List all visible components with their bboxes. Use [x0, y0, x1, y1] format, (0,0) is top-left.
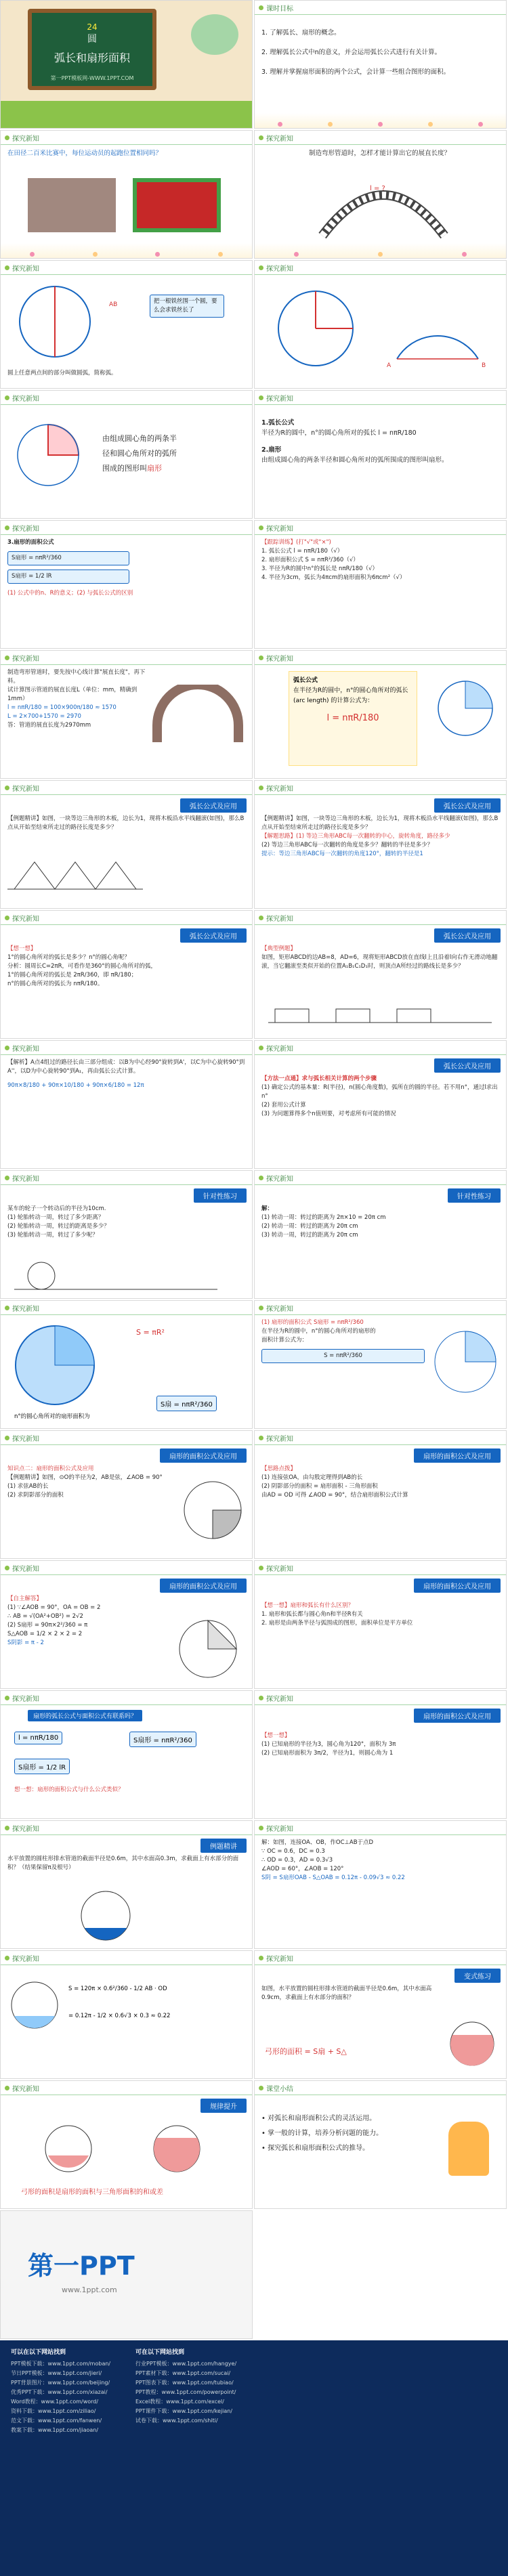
slide-10[interactable]: 探究新知 【跟踪训练】(打"√"或"×") 1. 弧长公式 l = nπR/180（√） 2. 扇形面积公式 S = nπR²/360（√） 3. 半径为R的圆中n°的弧长是 nπR/180（√） 4. 半径为3cm，弧长为4πcm的扇形面积为6πcm²（√） [254, 520, 507, 649]
arc-formula: l = nπR/180 [326, 713, 379, 723]
point-a: A [387, 362, 391, 369]
analysis-text: 【解析】A点4组过的路径长由三部分组成：以B为中心经90°旋转到A'，以C为中心旋转90°到A''，以D为中心旋转90°到A₁，再由弧长公式计算。 [7, 1059, 245, 1075]
exercise-line: 某车的轮子一个转动后的半径为10cm. [7, 1205, 106, 1212]
slide-21[interactable]: 探究新知 S = πR² n°的圆心角所对的扇形面积为 S扇 = nπR²/360 [0, 1300, 253, 1429]
slide-24[interactable]: 探究新知 扇形的面积公式及应用 【思路点拨】 (1) 连接弦OA，由勾股定理得到AB的长 (2) 阴影部分的面积 = 扇形面积 - 三角形面积 由AD = OD 可得 ∠AOD = 90°，结合扇形面积公式计算 [254, 1430, 507, 1559]
slide-8[interactable]: 探究新知 1.弧长公式 半径为R的圆中，n°的圆心角所对的弧长 l = nπR/180 2.扇形 由组成圆心角的两条半径和圆心角所对的弧所围成的图形叫扇形。 [254, 390, 507, 519]
think-line: 2. 扇形是由两条半径与弧围成的图形，面积单位是平方单位 [261, 1620, 413, 1627]
solution-step: (2) 等边三角形ABC每一次翻转的角度是多少？翻转的半径是多少？ [261, 842, 433, 849]
answer-line: S△AOB = 1/2 × 2 × 2 = 2 [7, 1631, 83, 1637]
section-ribbon: 扇形的面积公式及应用 [160, 1579, 247, 1593]
section-ribbon: 扇形的面积公式及应用 [414, 1709, 501, 1723]
arc-formula-title: 弧长公式 [293, 677, 318, 684]
circle-sector-diagram [268, 281, 363, 376]
section-ribbon: 弧长公式及应用 [434, 1058, 501, 1073]
solution-line: (2) 转动一周：转过的距离为 20π cm [261, 1223, 358, 1230]
logo-url: www.1ppt.com [62, 2285, 117, 2294]
calc-line-2: = 0.12π - 1/2 × 0.6√3 × 0.3 ≈ 0.22 [68, 2013, 171, 2019]
think-line: (1) 已知扇形的半径为3，圆心角为120°，面积为 3π [261, 1741, 396, 1748]
resource-link[interactable]: Excel教程：www.1ppt.com/excel/ [135, 2399, 224, 2405]
section-ribbon: 弧长公式及应用 [180, 798, 247, 813]
section-ribbon: 针对性练习 [194, 1188, 247, 1203]
sector-area-text: n°的圆心角所对的扇形面积为 [14, 1413, 90, 1420]
solution-title: 解： [261, 1205, 274, 1212]
goal-2: 2. 理解弧长公式中n的意义，并会运用弧长公式进行有关计算。 [261, 49, 442, 56]
slide-16[interactable]: 探究新知 弧长公式及应用 【典型例题】 如图，矩形ABCD的边AB=8，AD=6，现将矩形ABCD放在直线l上且沿着l向右作无滑动地翻滚，当它翻滚至类似开始的位置A₁B₁C₁D₁时，则顶点A所经过的路线长是多少？ [254, 910, 507, 1039]
track-photo-2 [133, 178, 221, 232]
header-dot-icon [5, 1566, 9, 1570]
slide-3[interactable]: 探究新知 在田径二百米比赛中，每位运动员的起跑位置相同吗？ [0, 130, 253, 259]
think-line: (2) 已知扇形面积为 3π/2，半径为1，则圆心角为 1 [261, 1750, 394, 1757]
section-ribbon: 扇形的面积公式及应用 [414, 1448, 501, 1463]
footer-text: 第一PPT模板网-WWW.1PPT.COM [50, 75, 134, 81]
section-ribbon: 针对性练习 [448, 1188, 501, 1203]
practice-title: 【跟踪训练】(打"√"或"×") [261, 539, 331, 546]
resource-links-panel [0, 2340, 508, 2576]
triangle-roll-diagram [7, 855, 143, 896]
section-ribbon: 变式练习 [454, 1969, 501, 1983]
variant-question: 如图，水平放置的圆柱形排水管道的截面半径是0.6m，其中水面高0.9cm，求截面上有水部分的面积？ [261, 1985, 432, 2001]
header-dot-icon [259, 525, 263, 530]
resource-link[interactable]: PPT图表下载：www.1ppt.com/tubiao/ [135, 2380, 234, 2386]
header-dot-icon [5, 916, 9, 920]
header-dot-icon [5, 1306, 9, 1310]
hint-line: (1) 连接弦OA，由勾股定理得到AB的长 [261, 1474, 363, 1481]
slide-4[interactable]: 探究新知 制造弯形管道时，怎样才能计算出它的展直长度？ l = ? [254, 130, 507, 259]
resource-link[interactable]: PPT模板下载：www.1ppt.com/moban/ [11, 2361, 111, 2367]
pipe-text-1: 制造弯形管道时，要先按中心线计算"展直长度"，再下料。 [7, 669, 146, 685]
area-formula-2: S扇形 = 1/2 lR [14, 1759, 70, 1774]
point-b: B [482, 362, 486, 369]
resource-link[interactable]: PPT素材下载：www.1ppt.com/sucai/ [135, 2370, 231, 2376]
chalkboard [28, 9, 156, 90]
think-line: n°的圆心角所对的弧长为 nπR/180。 [7, 981, 104, 987]
solution-line: 解：如图，连接OA、OB，作OC⊥AB于点D [261, 1839, 374, 1846]
pipe-bend-diagram [150, 685, 245, 746]
header-dot-icon [259, 2086, 263, 2090]
lesson-badge: 24 [87, 22, 98, 32]
formula-box: S = nπR²/360 [261, 1349, 425, 1363]
slide-6[interactable]: 探究新知 A B [254, 260, 507, 389]
think-title: 【想一想】扇形和弧长有什么区别？ [261, 1602, 354, 1609]
header-dot-icon [259, 135, 263, 140]
summary-line: • 对弧长和扇形面积公式的灵活运用。 [261, 2115, 377, 2122]
hint-title: 【思路点拨】 [261, 1465, 297, 1472]
slide-20[interactable]: 探究新知 针对性练习 解： (1) 转动一周：转过的距离为 2π×10 = 20π cm (2) 转动一周：转过的距离为 20π cm (3) 转动一周，转过的距离为 20π cm [254, 1170, 507, 1299]
slide-2[interactable] [254, 0, 507, 129]
wheel-diagram [14, 1259, 217, 1293]
sector-def-3: 围成的图形叫 [102, 464, 147, 473]
hint-line: (2) 阴影部分的面积 = 扇形面积 - 三角形面积 [261, 1483, 378, 1490]
pipe-water-diagram [75, 1889, 136, 1943]
question: 在田径二百米比赛中，每位运动员的起跑位置相同吗？ [7, 150, 163, 157]
pipe-calc-2: L = 2×700+1570 = 2970 [7, 713, 81, 720]
grass-decoration [1, 101, 252, 128]
slide-29[interactable]: 探究新知 例题精讲 水平放置的圆柱形排水管道的截面半径是0.6m，其中水面高0.3m，求截面上有水部分的面积？（结果保留π及根号） [0, 1820, 253, 1949]
method-step: (1) 确定公式的基本量：R(半径)，n(圆心角度数)，弧所在的圆的半径。若不用n°，通过l求出n° [261, 1084, 498, 1100]
sector-area-formula: S扇 = nπR²/360 [156, 1396, 217, 1411]
solution-line: (1) 转动一周：转过的距离为 2π×10 = 20π cm [261, 1214, 386, 1221]
example-question: 水平放置的圆柱形排水管道的截面半径是0.6m，其中水面高0.3m，求截面上有水部分的面积？（结果保留π及根号） [7, 1855, 239, 1871]
header-dot-icon [5, 2086, 9, 2090]
section-ribbon: 规律提升 [200, 2099, 247, 2113]
slide-27[interactable]: 探究新知 扇形的弧长公式与面积公式有联系吗？ l = nπR/180 S扇形 = nπR²/360 S扇形 = 1/2 lR 想一想：扇形的面积公式与什么公式类似？ [0, 1690, 253, 1819]
area-formula: S扇形 = nπR²/360 [129, 1732, 196, 1747]
think-line: 1. 扇形和弧长都与圆心角n和半径R有关 [261, 1611, 363, 1618]
sector-figure [431, 1328, 499, 1396]
header-dot-icon [5, 1956, 9, 1960]
arc-formula-line-2: (arc length) 的计算公式为： [293, 697, 374, 704]
resource-link[interactable]: 行业PPT模板：www.1ppt.com/hangye/ [135, 2361, 237, 2367]
exercise-line: (3) 轮胎转动一周，转过了多少呢？ [7, 1232, 98, 1239]
title-a: 圆 [87, 34, 97, 45]
solution-answer: 提示：等边三角形ABC每一次翻转的角度120°，翻转的半径是1 [261, 851, 423, 857]
think-title: 【想一想】 [7, 945, 37, 952]
answer-line: S阴影 = π - 2 [7, 1639, 44, 1646]
method-step: (2) 套用公式计算 [261, 1102, 306, 1109]
header-dot-icon [259, 1176, 263, 1180]
sector-title: 2.扇形 [261, 446, 282, 454]
sector-keyword: 扇形 [147, 464, 162, 473]
think-note: 想一想：扇形的面积公式与什么公式类似？ [14, 1786, 124, 1793]
pipe-water-diagram [447, 2019, 498, 2069]
slide-33[interactable]: 探究新知 规律提升 弓形的面积是扇形的面积与三角形面积的和或差 [0, 2080, 253, 2209]
resource-link[interactable]: 教案下载：www.1ppt.com/jiaoan/ [11, 2427, 99, 2433]
track-photo-1 [28, 178, 116, 232]
think-line: 1°的圆心角所对的弧长是多少？n°的圆心角呢？ [7, 954, 130, 961]
answer-line: (2) S扇形 = 90π×2²/360 = π [7, 1622, 88, 1629]
circle-area: S = πR² [136, 1328, 165, 1337]
resource-link[interactable]: PPT教程：www.1ppt.com/powerpoint/ [135, 2389, 236, 2395]
slide-32[interactable]: 探究新知 变式练习 如图，水平放置的圆柱形排水管道的截面半径是0.6m，其中水面高0.9cm，求截面上有水部分的面积？ 弓形的面积 = S扇 + S△ [254, 1950, 507, 2079]
section-ribbon: 弧长公式及应用 [434, 928, 501, 943]
solution-line: ∵ OC = 0.6，DC = 0.3 [261, 1848, 325, 1855]
section-ribbon: 弧长公式及应用 [434, 798, 501, 813]
arc-definition: 圆上任意两点间的部分叫做圆弧，简称弧。 [7, 370, 117, 377]
links-col-2-title: 可在以下网站找到 [135, 2349, 185, 2356]
question: 制造弯形管道时，怎样才能计算出它的展直长度？ [309, 150, 451, 157]
header-dot-icon [5, 525, 9, 530]
slide-28[interactable]: 探究新知 扇形的面积公式及应用 【想一想】 (1) 已知扇形的半径为3，圆心角为120°，面积为 3π (2) 已知扇形面积为 3π/2，半径为1，则圆心角为 1 [254, 1690, 507, 1819]
pipe-water-diagram [7, 1978, 62, 2032]
header-dot-icon [259, 1306, 263, 1310]
header-dot-icon [259, 5, 263, 10]
slide-34[interactable]: 课堂小结 • 对弧长和扇形面积公式的灵活运用。 • 掌一般的计算，培养分析问题的能力。 • 探究弧长和扇形面积公式的推导。 [254, 2080, 507, 2209]
slide-9[interactable]: 探究新知 3.扇形的面积公式 S扇形 = nπR²/360 S扇形 = 1/2 lR (1) 公式中的n、R的意义；(2) 与弧长公式的区别 [0, 520, 253, 649]
header-dot-icon [5, 1826, 9, 1830]
header-dot-icon [5, 656, 9, 660]
example-title: 【典型例题】 [261, 945, 297, 952]
resource-link[interactable]: 节日PPT模板：www.1ppt.com/jieri/ [11, 2370, 102, 2376]
summary-line: • 掌一般的计算，培养分析问题的能力。 [261, 2130, 383, 2137]
header-dot-icon [259, 916, 263, 920]
speech-bubble: 把一根铁丝围一个圆，要么会求铁丝长了 [150, 295, 224, 318]
resource-link[interactable]: 优秀PPT下载：www.1ppt.com/xiazai/ [11, 2389, 108, 2395]
sector-figure [14, 421, 82, 489]
practice-item: 1. 弧长公式 l = nπR/180（√） [261, 548, 343, 555]
solution-line: ∴ OD = 0.3，AD = 0.3√3 [261, 1857, 333, 1864]
arc-diagram [383, 284, 492, 372]
arc-label: AB [109, 301, 118, 308]
formula-text: 半径为R的圆中，n°的圆心角所对的弧长 l = nπR/180 [261, 429, 417, 437]
slide-31[interactable]: 探究新知 S = 120π × 0.6²/360 - 1/2 AB · OD = 0.12π - 1/2 × 0.6√3 × 0.3 ≈ 0.22 [0, 1950, 253, 2079]
circle-diagram [14, 281, 102, 362]
header-dot-icon [5, 786, 9, 790]
sector-def-2: 径和圆心角所对的弧所 [102, 449, 177, 458]
summary-line: • 探究弧长和扇形面积公式的推导。 [261, 2145, 370, 2152]
segment-diagram-1 [41, 2122, 96, 2176]
slide-18[interactable]: 探究新知 弧长公式及应用 【方法一点通】求与弧长相关计算的两个步骤 (1) 确定公式的基本量：R(半径)，n(圆心角度数)，弧所在的圆的半径。若不用n°，通过l求出n° (2) 套用公式计算 (3) 为问题算得多个n值则要，对考虑所有可能的情况 [254, 1040, 507, 1169]
practice-item: 2. 扇形面积公式 S = nπR²/360（√） [261, 557, 359, 563]
triangle-circle-diagram [174, 1615, 242, 1683]
practice-item: 4. 半径为3cm，弧长为4πcm的扇形面积为6πcm²（√） [261, 574, 406, 581]
area-formula-1: S扇形 = nπR²/360 [7, 551, 129, 565]
links-col-1-title: 可以在以下网站找到 [11, 2349, 66, 2356]
segment-diagram-2 [150, 2122, 204, 2176]
example-text: 如图，矩形ABCD的边AB=8，AD=6，现将矩形ABCD放在直线l上且沿着l向右作无滑动地翻滚，当它翻滚至类似开始的位置A₁B₁C₁D₁时，则顶点A所经过的路线长是多少？ [261, 954, 498, 970]
calc-line-1: S = 120π × 0.6²/360 - 1/2 AB · OD [68, 1985, 167, 1992]
header-dot-icon [259, 1436, 263, 1440]
shaded-circle-diagram [181, 1478, 245, 1543]
tree-icon [191, 14, 238, 55]
header-dot-icon [259, 1046, 263, 1050]
slide-23[interactable]: 探究新知 扇形的面积公式及应用 知识点二：扇形的面积公式及应用 【例题精讲】如图，⊙O的半径为2，AB是弦，∠AOB = 90° (1) 求弦AB的长 (2) 求阴影部分的面积 [0, 1430, 253, 1559]
slide-25[interactable]: 探究新知 扇形的面积公式及应用 【自主解答】 (1) ∵∠AOB = 90°，OA = OB = 2 ∴ AB = √(OA²+OB²) = 2√2 (2) S扇形 = 90π×2²/360 = π S△AOB = 1/2 × 2 × 2 = 2 S阴影 = π - 2 [0, 1560, 253, 1689]
header-dot-icon [5, 395, 9, 400]
pipe-text-2: 试计算图示管道的展直长度L（单位：mm，精确到1mm） [7, 687, 137, 702]
resource-link[interactable]: Word教程：www.1ppt.com/word/ [11, 2399, 99, 2405]
rule-summary: 弓形的面积是扇形的面积与三角形面积的和或差 [21, 2189, 163, 2196]
pipe-calc-1: l = nπR/180 = 100×900π/180 ≈ 1570 [7, 704, 117, 711]
slide-12[interactable]: 探究新知 弧长公式 在半径为R的圆中，n°的圆心角所对的弧长 (arc length) 的计算公式为： l = nπR/180 [254, 650, 507, 779]
header-dot-icon [5, 1046, 9, 1050]
answer-title: 【自主解答】 [7, 1595, 43, 1602]
header-dot-icon [259, 1696, 263, 1700]
question-part: (2) 求阴影部分的面积 [7, 1492, 64, 1499]
pipe-answer: 答：管道的展直长度为2970mm [7, 722, 91, 729]
section-ribbon: 例题精讲 [200, 1839, 247, 1853]
slide-13[interactable]: 探究新知 弧长公式及应用 【例题精讲】如图，一块等边三角形的木板，边长为1，现将木板沿水平线翻滚(如图)，那么B点从开始至结束所走过的路径长度是多少？ [0, 780, 253, 909]
solution-hint: 【解题思路】(1) 等边三角形ABC每一次翻转的中心，旋转角度，路径多少 [261, 833, 450, 840]
solution-line: ∠AOD = 60°，∠AOB = 120° [261, 1866, 344, 1872]
header-dot-icon [5, 135, 9, 140]
arc-formula: l = nπR/180 [14, 1732, 62, 1744]
example-question: 【例题精讲】如图，一块等边三角形的木板，边长为1，现将木板沿水平线翻滚(如图)，那么B点从开始至结束所走过的路径长度是多少？ [261, 815, 499, 831]
solution-line: (3) 转动一周，转过的距离为 20π cm [261, 1232, 358, 1239]
slide-header: 课时目标 [255, 1, 506, 14]
exercise-line: (1) 轮胎转动一周，转过了多少距离？ [7, 1214, 104, 1221]
goal-1: 1. 了解弧长、扇形的概念。 [261, 29, 341, 37]
knowledge-title: 知识点二：扇形的面积公式及应用 [7, 1465, 94, 1472]
header-dot-icon [259, 1956, 263, 1960]
header-dot-icon [259, 1826, 263, 1830]
slide-5[interactable]: 探究新知 AB 把一根铁丝围一个圆，要么会求铁丝长了 圆上任意两点间的部分叫做圆弧，简称弧。 [0, 260, 253, 389]
formula-line: 面积计算公式为： [261, 1337, 308, 1344]
circle-area-diagram [11, 1321, 99, 1409]
header-dot-icon [5, 1176, 9, 1180]
rectangle-roll-diagram [268, 1006, 492, 1026]
guitar-icon [448, 2122, 489, 2176]
slide-1[interactable] [0, 0, 253, 129]
method-step: (3) 为问题算得多个n值则要，对考虑所有可能的情况 [261, 1111, 396, 1117]
pipe-diagram [309, 168, 458, 242]
area-formula-2: S扇形 = 1/2 lR [7, 570, 129, 584]
answer-line: (1) ∵∠AOB = 90°，OA = OB = 2 [7, 1604, 101, 1611]
slide-26[interactable]: 探究新知 扇形的面积公式及应用 【想一想】扇形和弧长有什么区别？ 1. 扇形和弧长都与圆心角n和半径R有关 2. 扇形是由两条半径与弧围成的图形，面积单位是平方单位 [254, 1560, 507, 1689]
header-dot-icon [259, 395, 263, 400]
goal-3: 3. 理解并掌握扇形面积的两个公式，会计算一些组合图形的面积。 [261, 68, 450, 76]
formula-line: 在半径为R的圆中，n°的圆心角所对的扇形的 [261, 1328, 376, 1335]
hint-line: 由AD = OD 可得 ∠AOD = 90°，结合扇形面积公式计算 [261, 1492, 408, 1499]
slide-7[interactable]: 探究新知 由组成圆心角的两条半 径和圆心角所对的弧所 围成的图形叫扇形 [0, 390, 253, 519]
slide-30[interactable]: 探究新知 解：如图，连接OA、OB，作OC⊥AB于点D ∵ OC = 0.6，DC = 0.3 ∴ OD = 0.3，AD = 0.3√3 ∠AOD = 60°，∠AOB = 120° S阴 = S扇形OAB - S△OAB = 0.12π - 0.09√3 ≈ 0.22 [254, 1820, 507, 1949]
resource-link[interactable]: PPT背景图片：www.1ppt.com/beijing/ [11, 2380, 110, 2386]
arc-formula-line-1: 在半径为R的圆中，n°的圆心角所对的弧长 [293, 687, 408, 694]
header-dot-icon [259, 265, 263, 270]
example-question: 【例题精讲】如图，一块等边三角形的木板，边长为1，现将木板沿水平线翻滚(如图)，那么B点从开始至结束所走过的路径长度是多少？ [7, 815, 245, 831]
slide-19[interactable]: 探究新知 针对性练习 某车的轮子一个转动后的半径为10cm. (1) 轮胎转动一周，转过了多少距离？ (2) 轮胎转动一周，转过的距离是多少？ (3) 轮胎转动一周，转过了多少呢？ [0, 1170, 253, 1299]
slide-35[interactable] [0, 2210, 253, 2339]
think-line: 分析：圆周长C=2πR，可看作是360°的圆心角所对的弧， [7, 963, 156, 970]
slide-22[interactable]: 探究新知 (1) 扇形的面积公式 S扇形 = nπR²/360 在半径为R的圆中，n°的圆心角所对的扇形的 面积计算公式为： S = nπR²/360 [254, 1300, 507, 1429]
sector-def-1: 由组成圆心角的两条半 [102, 434, 177, 443]
think-line: 1°的圆心角所对的弧长是 2πR/360，即 πR/180； [7, 972, 137, 979]
example-question: 【例题精讲】如图，⊙O的半径为2，AB是弦，∠AOB = 90° [7, 1474, 163, 1481]
question-part: (1) 求弦AB的长 [7, 1483, 49, 1490]
resource-link[interactable]: 资料下载：www.1ppt.com/ziliao/ [11, 2408, 96, 2414]
header-dot-icon [5, 1436, 9, 1440]
sector-figure [435, 678, 496, 739]
header-dot-icon [5, 1696, 9, 1700]
logo: 第一PPT [28, 2251, 135, 2281]
practice-item: 3. 半径为R的圆中n°的弧长是 nπR/180（√） [261, 565, 378, 572]
slide-11[interactable]: 探究新知 制造弯形管道时，要先按中心线计算"展直长度"，再下料。 试计算图示管道的展直长度L（单位：mm，精确到1mm） l = nπR/180 = 100×900π/180 ≈ 1570 L = 2×700+1570 = 2970 答：管道的展直长度为2970mm [0, 650, 253, 779]
resource-link[interactable]: PPT课件下载：www.1ppt.com/kejian/ [135, 2408, 233, 2414]
think-title: 【想一想】 [261, 1732, 291, 1739]
header-dot-icon [5, 265, 9, 270]
section-ribbon: 弧长公式及应用 [180, 928, 247, 943]
resource-link[interactable]: 试卷下载：www.1ppt.com/shiti/ [135, 2418, 218, 2424]
formula-heading: (1) 扇形的面积公式 S扇形 = nπR²/360 [261, 1319, 364, 1326]
title-b: 弧长和扇形面积 [54, 51, 130, 64]
sector-text: 由组成圆心角的两条半径和圆心角所对的弧所围成的图形叫扇形。 [261, 456, 448, 464]
length-label: l = ? [370, 185, 385, 192]
solution-line: S阴 = S扇形OAB - S△OAB = 0.12π - 0.09√3 ≈ 0.22 [261, 1874, 405, 1881]
formula-title: 1.弧长公式 [261, 419, 295, 427]
slide-14[interactable]: 探究新知 弧长公式及应用 【例题精讲】如图，一块等边三角形的木板，边长为1，现将木板沿水平线翻滚(如图)，那么B点从开始至结束所走过的路径长度是多少？ 【解题思路】(1) 等边三角形ABC每一次翻转的中心，旋转角度，路径多少 (2) 等边三角形ABC每一次翻转的角度是多少？翻转的半径是多少？ 提示：等边三角形ABC每一次翻转的角度120°，翻转的半径是1 [254, 780, 507, 909]
slide-17[interactable]: 探究新知 【解析】A点4组过的路径长由三部分组成：以B为中心经90°旋转到A'，以C为中心旋转90°到A''，以D为中心旋转90°到A₁，再由弧长公式计算。 90π×8/180 + 90π×10/180 + 90π×6/180 = 12π [0, 1040, 253, 1169]
section-ribbon: 扇形的面积公式及应用 [160, 1448, 247, 1463]
resource-link[interactable]: 范文下载：www.1ppt.com/fanwen/ [11, 2418, 102, 2424]
slide-15[interactable]: 探究新知 弧长公式及应用 【想一想】 1°的圆心角所对的弧长是多少？n°的圆心角呢？ 分析：圆周长C=2πR，可看作是360°的圆心角所对的弧， 1°的圆心角所对的弧长是 2πR/360，即 πR/180； n°的圆心角所对的弧长为 nπR/180。 [0, 910, 253, 1039]
header-dot-icon [259, 1566, 263, 1570]
method-title: 【方法一点通】求与弧长相关计算的两个步骤 [261, 1075, 377, 1082]
section-ribbon: 扇形的面积公式及应用 [414, 1579, 501, 1593]
area-note: (1) 公式中的n、R的意义；(2) 与弧长公式的区别 [7, 590, 133, 597]
analysis-formula: 90π×8/180 + 90π×10/180 + 90π×6/180 = 12π [7, 1082, 144, 1089]
question-button[interactable]: 扇形的弧长公式与面积公式有联系吗？ [28, 1710, 142, 1721]
header-dot-icon [259, 656, 263, 660]
answer-line: ∴ AB = √(OA²+OB²) = 2√2 [7, 1613, 83, 1620]
exercise-line: (2) 轮胎转动一周，转过的距离是多少？ [7, 1223, 110, 1230]
header-dot-icon [259, 786, 263, 790]
area-title: 3.扇形的面积公式 [7, 539, 54, 546]
variant-formula: 弓形的面积 = S扇 + S△ [265, 2047, 347, 2056]
